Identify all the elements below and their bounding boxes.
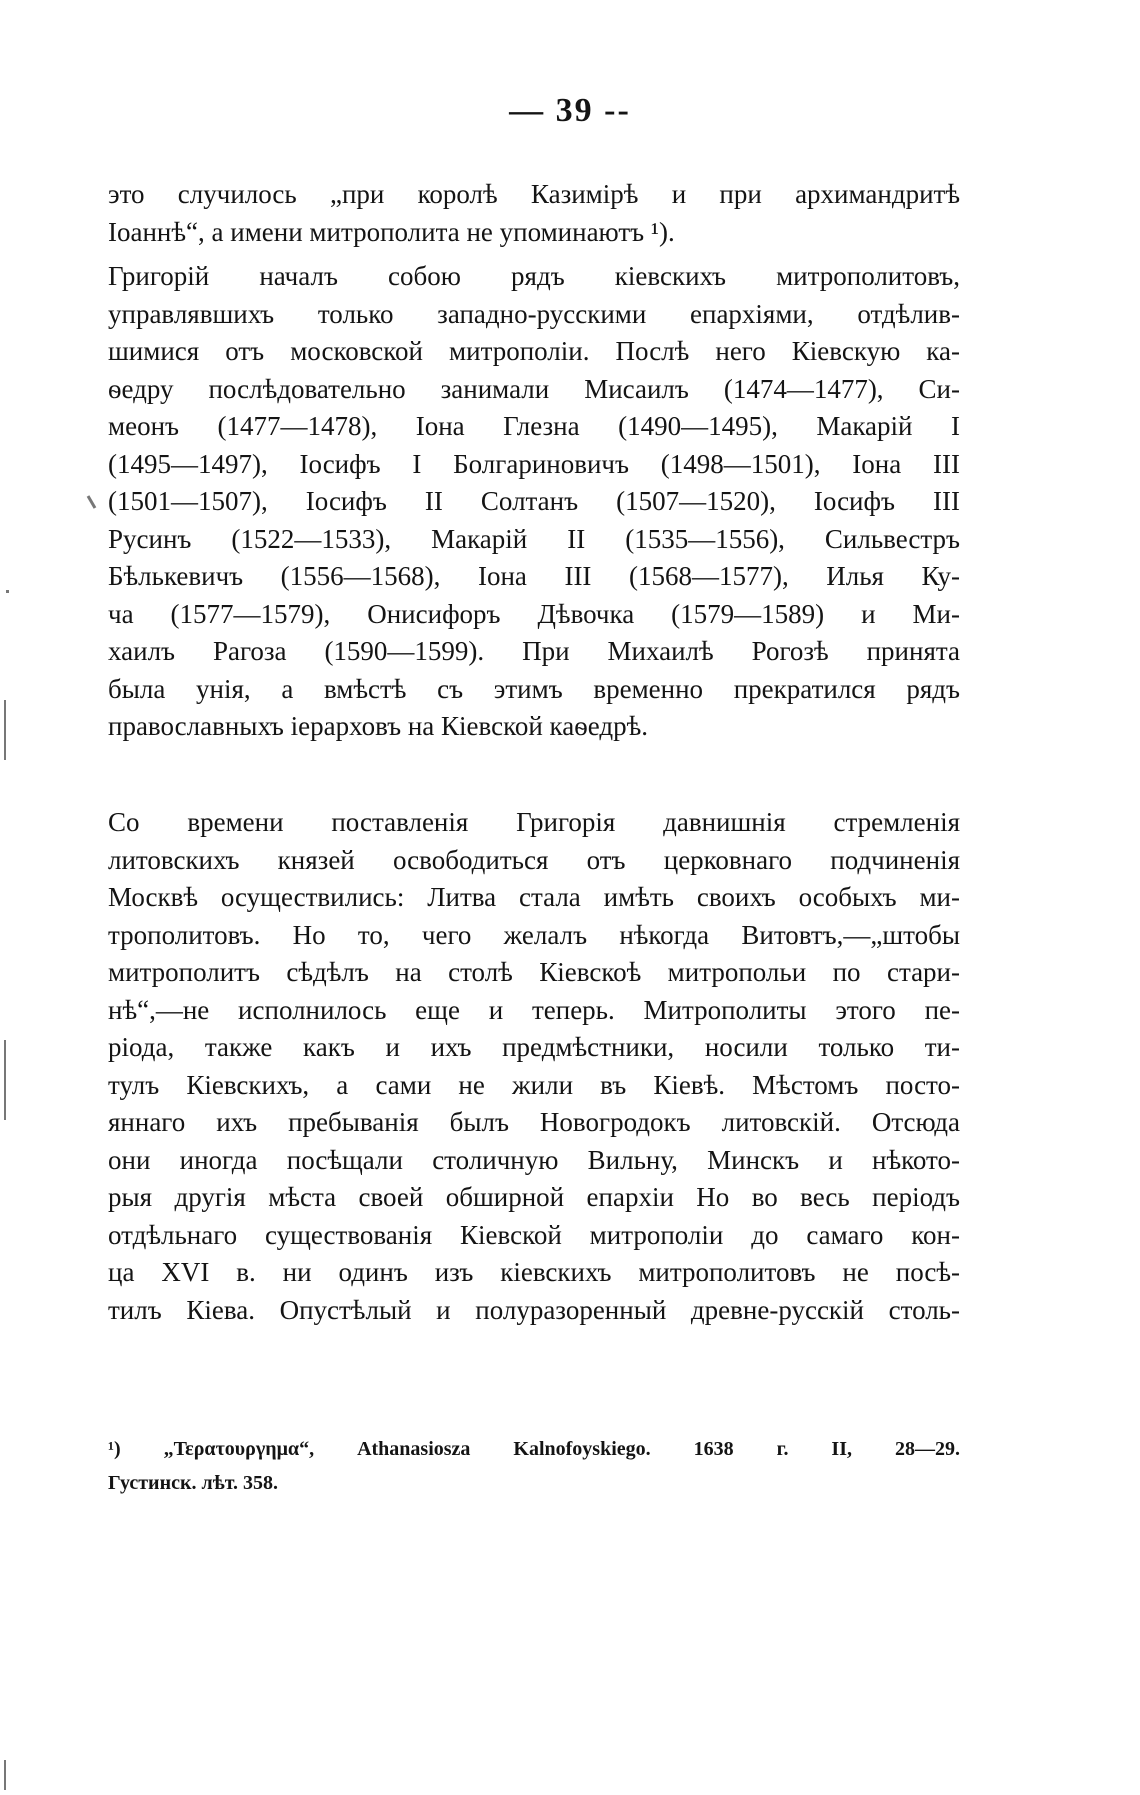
- scan-margin-mark: [87, 495, 97, 509]
- footnote-line: ¹) „Τερατουργημα“, Athanasiosza Kalnofoyskiego. 1638 г. II, 28—29.: [108, 1438, 960, 1460]
- text-line: тилъ Кіева. Опустѣлый и полуразоренный древне-русскій столь-: [108, 1294, 960, 1325]
- scan-margin-mark: [4, 700, 6, 760]
- text-line: яннаго ихъ пребыванія былъ Новогродокъ литовскій. Отсюда: [108, 1107, 960, 1137]
- paragraph-2: [108, 258, 960, 746]
- text-line: отдѣльнаго существованія Кіевской митрополіи до самаго кон-: [108, 1219, 960, 1250]
- footnotes: [108, 1432, 960, 1500]
- text-line: ѳедру послѣдовательно занимали Мисаилъ (1474—1477), Си-: [108, 373, 960, 404]
- text-line: (1501—1507), Іосифъ II Солтанъ (1507—1520), Іосифъ III: [108, 486, 960, 516]
- text-line: трополитовъ. Но то, чего желалъ нѣкогда Витовтъ,—„штобы: [108, 919, 960, 950]
- text-line: Григорій началъ собою рядъ кіевскихъ митрополитовъ,: [108, 261, 960, 291]
- text-line: православныхъ іерарховъ на Кіевской каѳедрѣ.: [108, 711, 649, 741]
- paragraph-1: [108, 176, 960, 251]
- text-line: Бѣлькевичъ (1556—1568), Іона III (1568—1577), Илья Ку-: [108, 561, 960, 591]
- page-number: — 39 --: [509, 92, 631, 129]
- text-line: Русинъ (1522—1533), Макарій II (1535—1556), Сильвестръ: [108, 523, 960, 554]
- text-line: Москвѣ осуществились: Литва стала имѣть своихъ особыхъ ми-: [108, 882, 960, 912]
- text-line: была унія, а вмѣстѣ съ этимъ временно прекратился рядъ: [108, 673, 960, 704]
- text-line: митрополитъ сѣдѣлъ на столѣ Кіевскоѣ митропольи по стари-: [108, 957, 960, 987]
- scan-margin-mark: [6, 590, 9, 593]
- text-line: (1495—1497), Іосифъ I Болгариновичъ (1498—1501), Іона III: [108, 448, 960, 479]
- text-line: это случилось „при королѣ Казимірѣ и при архимандритѣ: [108, 179, 960, 209]
- text-line: нѣ“,—не исполнилось еще и теперь. Митрополиты этого пе-: [108, 994, 960, 1025]
- text-line: они иногда посѣщали столичную Вильну, Минскъ и нѣкото-: [108, 1144, 960, 1175]
- paragraph-3: [108, 804, 960, 1329]
- text-line: ріода, также какъ и ихъ предмѣстники, носили только ти-: [108, 1032, 960, 1062]
- text-line: управлявшихъ только западно-русскими епархіями, отдѣлив-: [108, 298, 960, 329]
- text-line: тулъ Кіевскихъ, а сами не жили въ Кіевѣ. Мѣстомъ посто-: [108, 1069, 960, 1100]
- text-line: хаилъ Рагоза (1590—1599). При Михаилѣ Рогозѣ принята: [108, 636, 960, 666]
- footnote-line: Густинск. лѣт. 358.: [108, 1472, 279, 1494]
- scan-margin-mark: [4, 1760, 6, 1790]
- text-line: Со времени поставленія Григорія давнишнія стремленія: [108, 807, 960, 837]
- text-line: шимися отъ московской митрополіи. Послѣ него Кіевскую ка-: [108, 336, 960, 366]
- text-line: меонъ (1477—1478), Іона Глезна (1490—1495), Макарій I: [108, 411, 960, 441]
- text-line: Іоаннѣ“, а имени митрополита не упоминаютъ ¹).: [108, 216, 675, 247]
- scan-margin-mark: [4, 1040, 6, 1120]
- text-line: рыя другія мѣста своей обширной епархіи Но во весь періодъ: [108, 1182, 960, 1212]
- text-line: ча (1577—1579), Онисифоръ Дѣвочка (1579—1589) и Ми-: [108, 598, 960, 629]
- text-line: литовскихъ князей освободиться отъ церковнаго подчиненія: [108, 844, 960, 875]
- text-line: ца XVI в. ни одинъ изъ кіевскихъ митрополитовъ не посѣ-: [108, 1257, 960, 1287]
